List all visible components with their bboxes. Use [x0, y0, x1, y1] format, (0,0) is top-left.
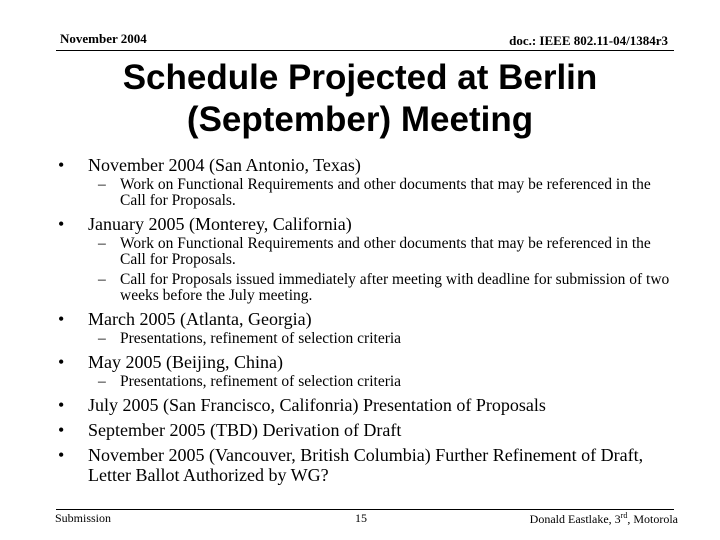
footer-author [530, 511, 678, 527]
bullet-marker: • [58, 395, 65, 415]
bullet-text: January 2005 (Monterey, California) [88, 214, 352, 234]
bullet-item [58, 155, 678, 175]
header-rule [56, 50, 674, 51]
footer-rule [56, 509, 674, 510]
bullet-marker: • [58, 420, 65, 440]
bullet-marker: • [58, 352, 65, 372]
author-name: Donald Eastlake, 3 [529, 512, 621, 526]
bullet-item [58, 420, 678, 440]
bullet-text: May 2005 (Beijing, China) [88, 352, 283, 372]
sub-bullet-text: Call for Proposals issued immediately after meeting with deadline for submission of two weeks before the July meeting. [120, 271, 670, 304]
bullet-list [58, 150, 678, 485]
bullet-text: September 2005 (TBD) Derivation of Draft [88, 420, 402, 440]
bullet-text: July 2005 (San Francisco, Califonria) Presentation of Proposals [88, 395, 546, 415]
sub-bullet-text: Presentations, refinement of selection criteria [120, 373, 402, 390]
bullet-text: November 2004 (San Antonio, Texas) [88, 155, 361, 175]
header-date: November 2004 [60, 31, 147, 46]
dash-marker: – [98, 176, 106, 193]
bullet-item [58, 352, 678, 372]
bullet-marker: • [58, 214, 65, 234]
sub-bullet-text: Work on Functional Requirements and other documents that may be referenced in the Call for Proposals. [120, 235, 651, 268]
slide-title [40, 57, 680, 141]
sub-bullet-list [58, 374, 678, 390]
sub-bullet-list [58, 177, 678, 209]
author-ordinal: rd [620, 511, 628, 520]
sub-bullet-item [58, 374, 678, 390]
sub-bullet-item [58, 272, 678, 304]
bullet-marker: • [58, 155, 65, 175]
bullet-text: November 2005 (Vancouver, British Columbia) Further Refinement of Draft, Letter Ballot Authorized by WG? [88, 445, 644, 485]
sub-bullet-list [58, 236, 678, 304]
bullet-item [58, 445, 678, 485]
sub-bullet-text: Work on Functional Requirements and other documents that may be referenced in the Call for Proposals. [120, 176, 651, 209]
title-line-2: (September) Meeting [186, 100, 534, 139]
author-org: , Motorola [627, 512, 678, 526]
bullet-marker: • [58, 309, 65, 329]
bullet-text: March 2005 (Atlanta, Georgia) [88, 309, 312, 329]
sub-bullet-text: Presentations, refinement of selection criteria [120, 330, 402, 347]
bullet-marker: • [58, 445, 65, 465]
bullet-item [58, 309, 678, 329]
bullet-item [58, 395, 678, 415]
title-line-1: Schedule Projected at Berlin [122, 58, 598, 97]
dash-marker: – [98, 330, 106, 347]
dash-marker: – [98, 373, 106, 390]
sub-bullet-item [58, 331, 678, 347]
header-doc-id: doc.: IEEE 802.11-04/1384r3 [509, 33, 668, 48]
sub-bullet-list [58, 331, 678, 347]
page-number: 15 [355, 511, 367, 525]
footer-submission: Submission [55, 511, 112, 525]
bullet-item [58, 214, 678, 234]
dash-marker: – [98, 271, 106, 288]
sub-bullet-item [58, 236, 678, 268]
dash-marker: – [98, 235, 106, 252]
sub-bullet-item [58, 177, 678, 209]
